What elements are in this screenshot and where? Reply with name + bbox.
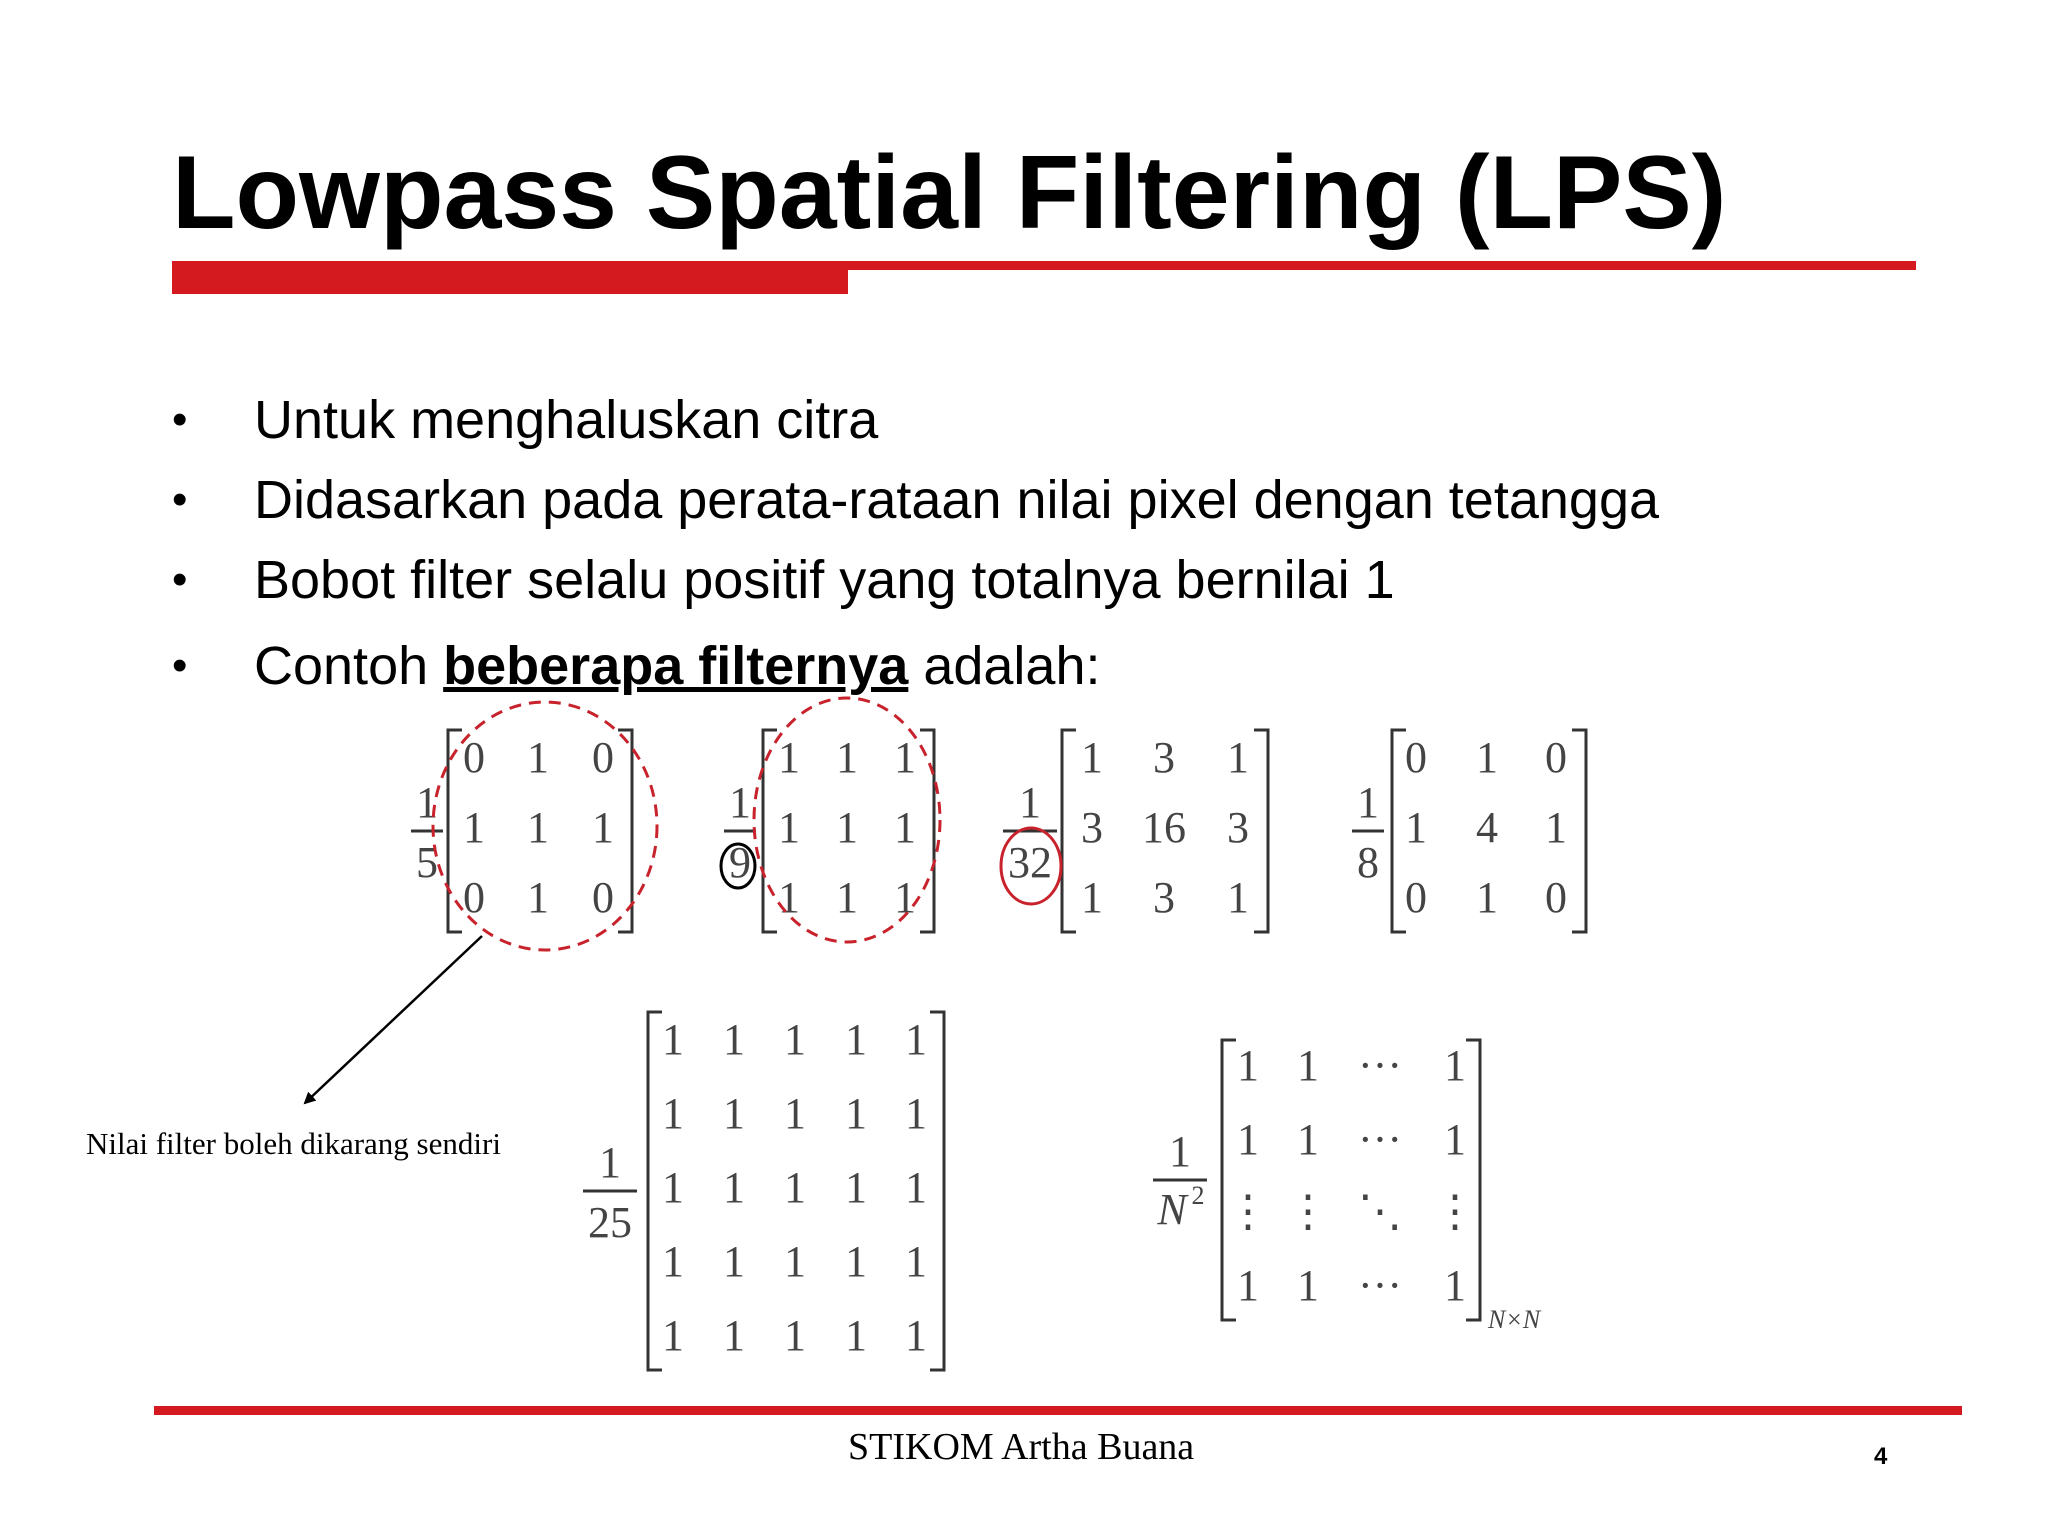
matrix-entry: 4 — [1476, 803, 1498, 852]
matrix-entry: 1 — [905, 1311, 927, 1360]
matrix-entry: 1 — [1297, 1115, 1319, 1164]
fraction-denominator-superscript: 2 — [1191, 1181, 1205, 1210]
fraction-denominator: 25 — [588, 1198, 632, 1247]
matrix-entry: 0 — [592, 733, 614, 782]
matrix-entry: 1 — [527, 803, 549, 852]
matrix-entry: 1 — [784, 1089, 806, 1138]
footer-bar — [154, 1406, 1962, 1415]
arrow-line — [305, 936, 482, 1103]
matrix-entry: 1 — [1081, 733, 1103, 782]
fraction-numerator: 1 — [1357, 778, 1379, 827]
matrix-entry: 1 — [1297, 1041, 1319, 1090]
fraction-denominator: N — [1157, 1185, 1187, 1234]
matrix-entry: 1 — [784, 1163, 806, 1212]
matrix-entry: 1 — [527, 733, 549, 782]
matrix-entry: 0 — [1405, 733, 1427, 782]
matrix-left-bracket — [763, 730, 777, 932]
bullet-dot: • — [172, 555, 188, 604]
fraction-numerator: 1 — [1019, 778, 1041, 827]
matrix-entry: 1 — [662, 1089, 684, 1138]
matrix-entry: 1 — [1081, 873, 1103, 922]
bullet-text: Bobot filter selalu positif yang totalnya bernilai 1 — [254, 550, 1395, 610]
matrix-entry: 1 — [784, 1237, 806, 1286]
matrix-entry: 16 — [1142, 803, 1186, 852]
matrix-left-bracket — [1062, 730, 1076, 932]
fraction-denominator: 5 — [416, 838, 438, 887]
bullet-text-suffix: adalah: — [908, 636, 1101, 696]
matrix-entry: 1 — [1444, 1041, 1466, 1090]
matrix-right-bracket — [1466, 1040, 1480, 1320]
matrix-entry: 1 — [1405, 803, 1427, 852]
fraction-denominator: 8 — [1357, 838, 1379, 887]
matrix-entry: 1 — [1237, 1115, 1259, 1164]
matrix-entry: 1 — [1297, 1261, 1319, 1310]
slide-title: Lowpass Spatial Filtering (LPS) — [172, 135, 1727, 251]
matrix-entry: 1 — [905, 1015, 927, 1064]
matrix-entry: 1 — [845, 1163, 867, 1212]
matrix-entry: 1 — [723, 1015, 745, 1064]
matrix-entry: 1 — [778, 733, 800, 782]
matrix-entry: 1 — [845, 1311, 867, 1360]
matrix-entry: 1 — [723, 1311, 745, 1360]
matrix-entry: 0 — [1545, 873, 1567, 922]
matrix-entry: 1 — [894, 803, 916, 852]
matrix-entry: 1 — [1227, 733, 1249, 782]
matrix-entry: ··· — [1358, 1041, 1402, 1090]
bullet-text: Untuk menghaluskan citra — [254, 390, 879, 450]
matrix-entry: 1 — [845, 1015, 867, 1064]
fraction-numerator: 1 — [599, 1138, 621, 1187]
fraction-numerator: 1 — [416, 778, 438, 827]
matrix-entry: 3 — [1153, 733, 1175, 782]
matrix-entry: ⋮ — [1433, 1187, 1477, 1236]
fraction-denominator: 32 — [1008, 838, 1052, 887]
matrix-entry: 1 — [723, 1237, 745, 1286]
matrix-right-bracket — [920, 730, 934, 932]
matrix-entry: 1 — [527, 873, 549, 922]
matrix-entry: 0 — [463, 733, 485, 782]
matrix-entry: 1 — [836, 803, 858, 852]
matrix-entry: 1 — [723, 1089, 745, 1138]
matrix-entry: 1 — [845, 1089, 867, 1138]
matrix-entry: 1 — [836, 873, 858, 922]
matrix-entry: 0 — [1545, 733, 1567, 782]
matrix-entry: 1 — [894, 873, 916, 922]
matrix-entry: 3 — [1081, 803, 1103, 852]
matrix-entry: 1 — [1444, 1115, 1466, 1164]
fraction-denominator: 9 — [729, 838, 751, 887]
matrix-entry: 1 — [784, 1015, 806, 1064]
matrix-entry: 1 — [905, 1163, 927, 1212]
matrix-entry: 0 — [463, 873, 485, 922]
matrix-entry: 1 — [836, 733, 858, 782]
matrix-left-bracket — [1392, 730, 1406, 932]
matrix-entry: ··· — [1358, 1261, 1402, 1310]
bullet-emphasis: beberapa filternya — [443, 636, 909, 696]
matrix-entry: 1 — [1444, 1261, 1466, 1310]
matrix-entry: 3 — [1227, 803, 1249, 852]
matrix-entry: 1 — [592, 803, 614, 852]
matrix-entry: 1 — [905, 1089, 927, 1138]
matrix-entry: ⋱ — [1358, 1187, 1402, 1236]
bullet-text-prefix: Contoh — [254, 636, 444, 696]
matrix-entry: 1 — [778, 873, 800, 922]
matrix-size-subscript: N×N — [1488, 1305, 1541, 1334]
bullet-text: Didasarkan pada perata-rataan nilai pixel dengan tetangga — [254, 470, 1660, 530]
matrix-entry: 1 — [894, 733, 916, 782]
matrix-entry: 1 — [1476, 873, 1498, 922]
matrix-entry: 1 — [845, 1237, 867, 1286]
footer-text: STIKOM Artha Buana — [848, 1426, 1195, 1468]
matrix-right-bracket — [930, 1012, 944, 1370]
fraction-numerator: 1 — [1169, 1127, 1191, 1176]
fraction-numerator: 1 — [729, 778, 751, 827]
bullet-dot: • — [172, 475, 188, 524]
matrix-entry: 1 — [1237, 1261, 1259, 1310]
matrix-entry: 1 — [905, 1237, 927, 1286]
matrix-left-bracket — [648, 1012, 662, 1370]
matrix-entry: 1 — [662, 1163, 684, 1212]
matrix-entry: 1 — [662, 1237, 684, 1286]
matrix-right-bracket — [1254, 730, 1268, 932]
matrix-entry: 1 — [463, 803, 485, 852]
matrix-entry: 1 — [662, 1015, 684, 1064]
matrix-left-bracket — [1222, 1040, 1236, 1320]
matrix-entry: ··· — [1358, 1115, 1402, 1164]
matrix-entry: 1 — [662, 1311, 684, 1360]
matrix-right-bracket — [1572, 730, 1586, 932]
matrix-entry: ⋮ — [1226, 1187, 1270, 1236]
bullet-dot: • — [172, 641, 188, 690]
matrix-entry: ⋮ — [1286, 1187, 1330, 1236]
annotation-label: Nilai filter boleh dikarang sendiri — [86, 1126, 501, 1161]
matrix-entry: 1 — [1545, 803, 1567, 852]
matrix-entry: 3 — [1153, 873, 1175, 922]
matrix-entry: 0 — [1405, 873, 1427, 922]
matrix-entry: 1 — [1237, 1041, 1259, 1090]
matrix-entry: 0 — [592, 873, 614, 922]
matrix-entry: 1 — [778, 803, 800, 852]
matrix-right-bracket — [618, 730, 632, 932]
matrix-entry: 1 — [784, 1311, 806, 1360]
matrix-entry: 1 — [1476, 733, 1498, 782]
matrix-entry: 1 — [1227, 873, 1249, 922]
page-number: 4 — [1874, 1443, 1888, 1470]
matrix-entry: 1 — [723, 1163, 745, 1212]
bullet-dot: • — [172, 395, 188, 444]
